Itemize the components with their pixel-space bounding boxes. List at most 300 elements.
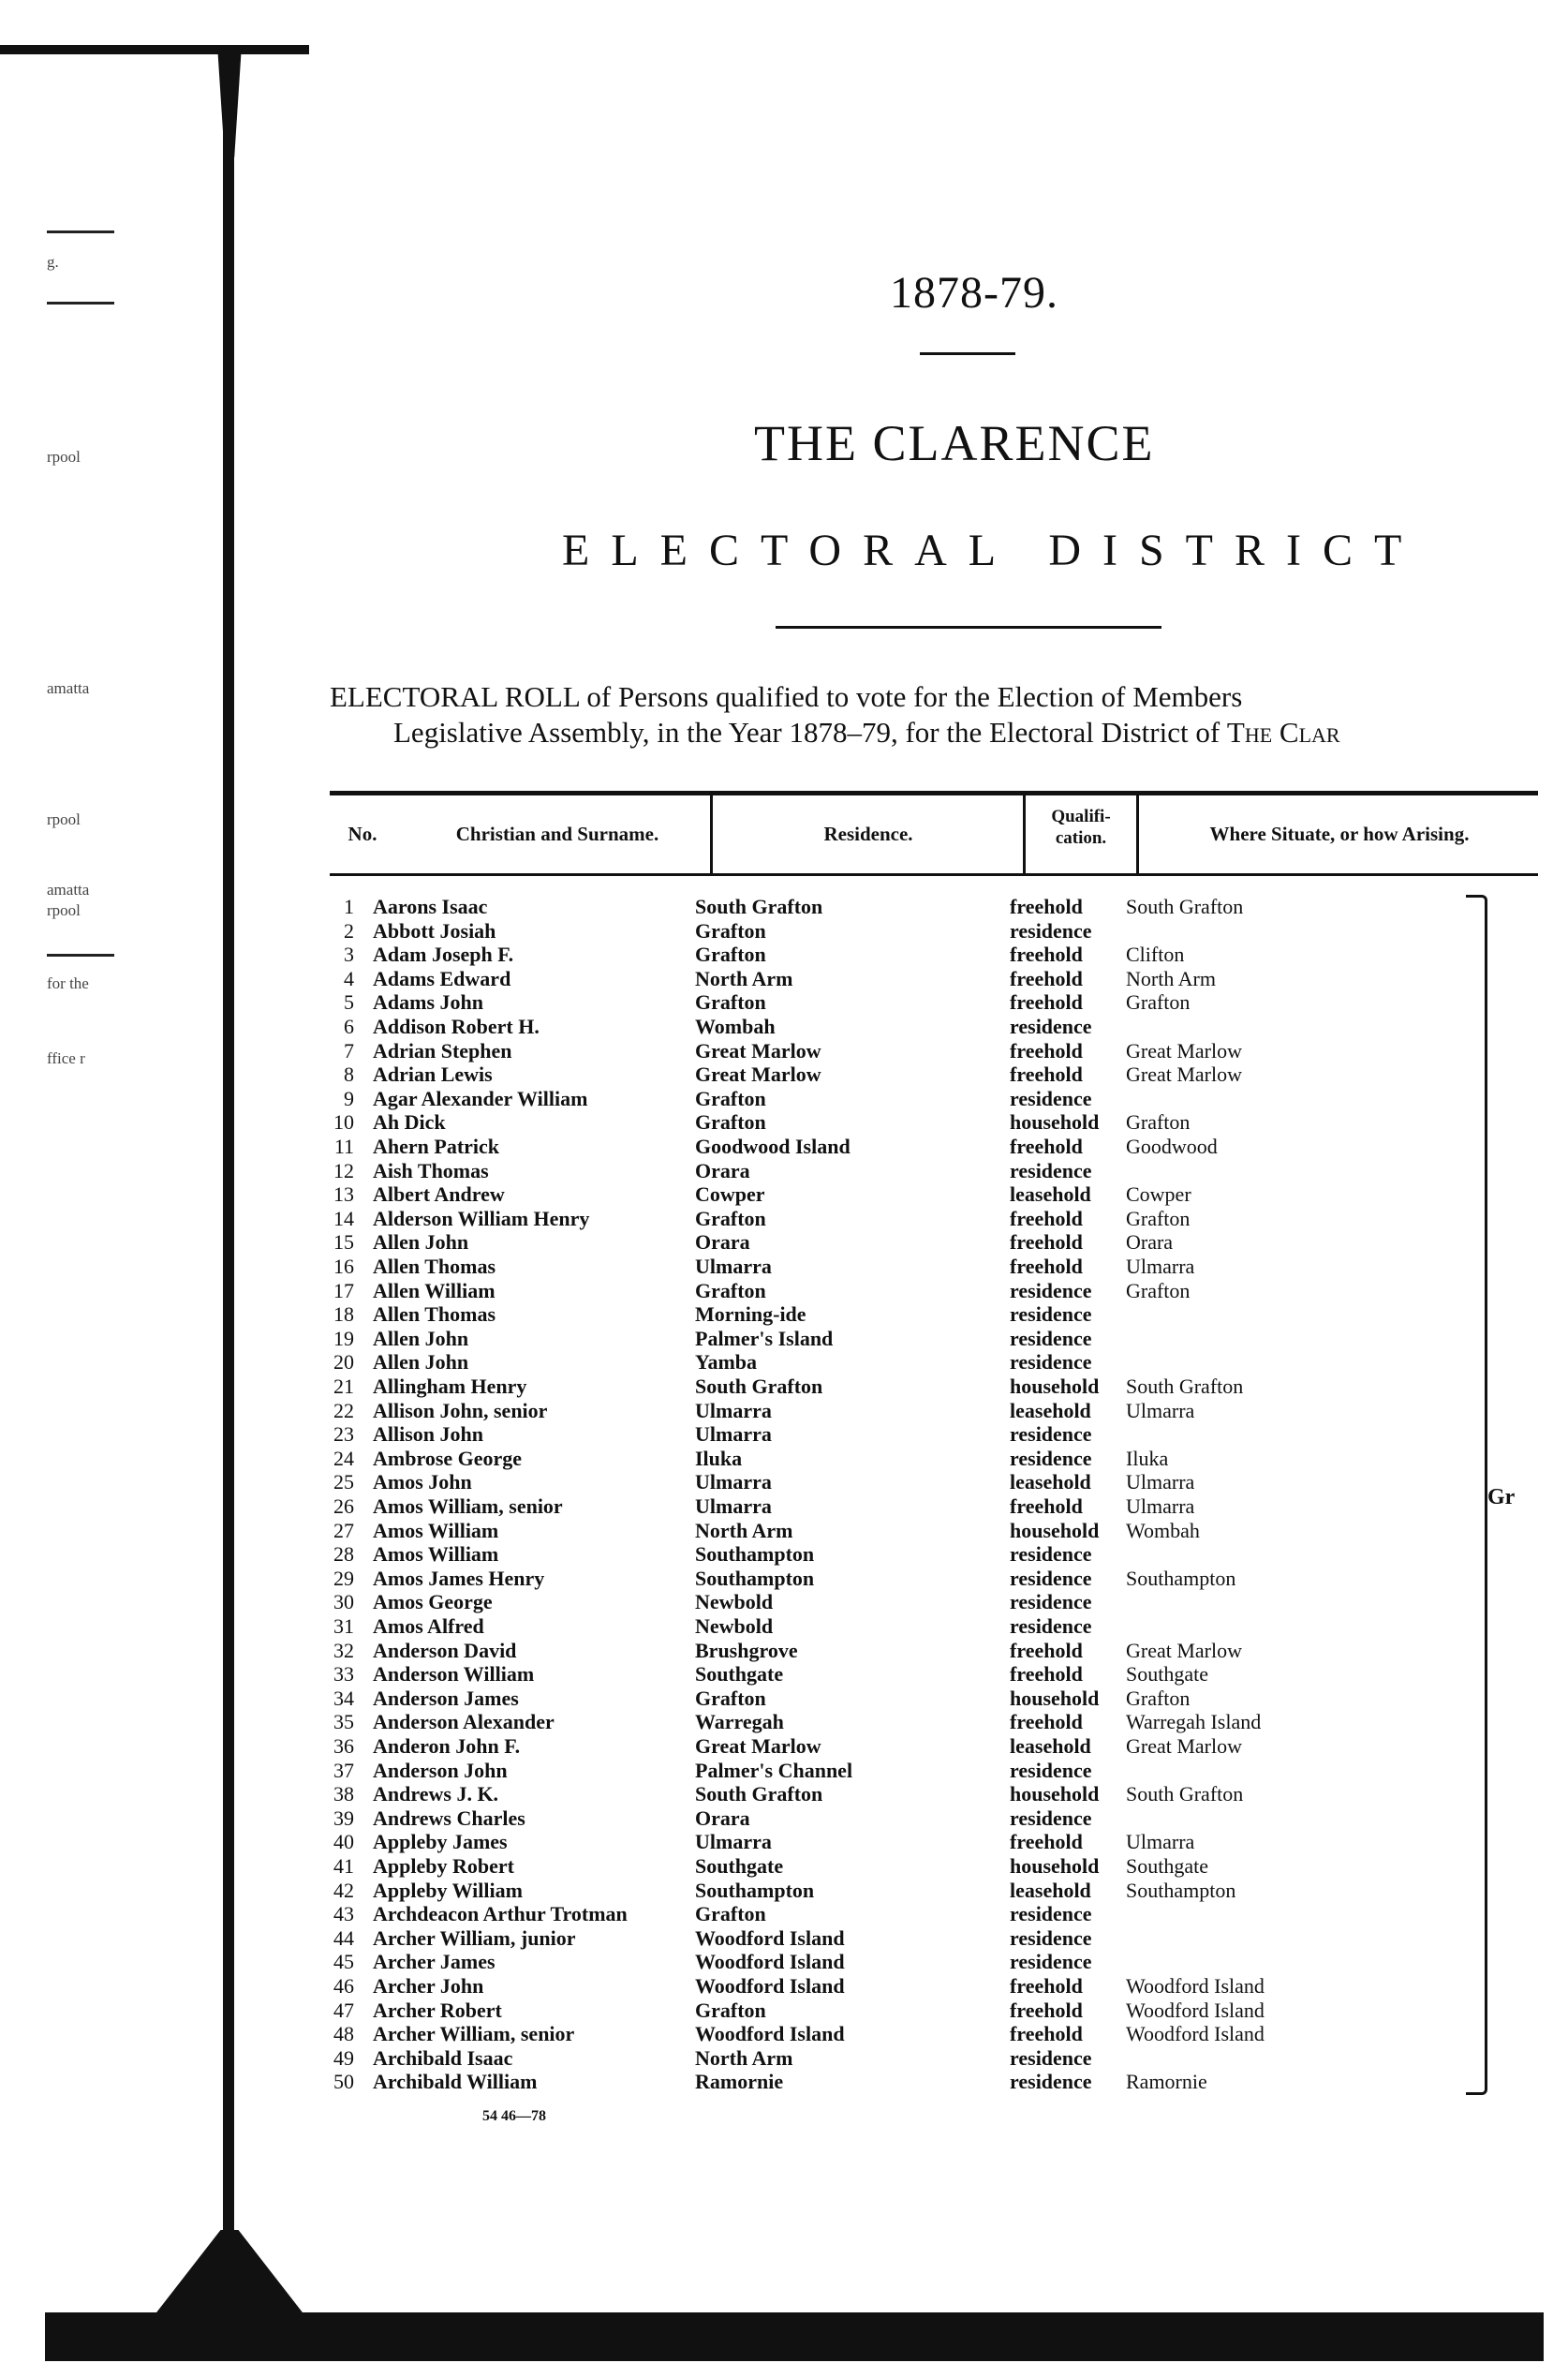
residence: Great Marlow [695, 1063, 821, 1087]
table-row [302, 1734, 1463, 1759]
residence: Ulmarra [695, 1494, 772, 1518]
residence: Grafton [695, 1998, 766, 2022]
entry-number: 42 [333, 1878, 354, 1902]
entry-number: 14 [333, 1206, 354, 1230]
voter-name: Addison Robert H. [373, 1015, 540, 1038]
residence: Palmer's Channel [695, 1758, 853, 1782]
voter-name: Archdeacon Arthur Trotman [373, 1902, 628, 1926]
voter-name: Adams John [373, 990, 483, 1015]
entry-number: 41 [333, 1854, 354, 1878]
voter-name: Allen John [373, 1326, 469, 1350]
voter-name: Andrews J. K. [373, 1782, 499, 1806]
residence: Grafton [695, 943, 766, 967]
residence: Woodford Island [695, 1925, 845, 1950]
where-situate: Ulmarra [1126, 1255, 1195, 1278]
voter-name: Anderon John F. [373, 1734, 521, 1758]
entry-number: 20 [333, 1350, 354, 1375]
entry-number: 10 [333, 1110, 354, 1135]
qualification: residence [1010, 1446, 1092, 1470]
where-situate: Goodwood [1126, 1135, 1218, 1158]
voter-name: Amos John [373, 1470, 472, 1494]
residence: Brushgrove [695, 1638, 798, 1662]
voter-name: Abbott Josiah [373, 918, 496, 943]
table-row [302, 1015, 1463, 1039]
entry-number: 36 [333, 1734, 354, 1758]
where-situate: South Grafton [1126, 895, 1244, 918]
entry-number: 48 [333, 2022, 354, 2046]
table-row [302, 1302, 1463, 1327]
residence: Southgate [695, 1662, 784, 1687]
voter-name: Albert Andrew [373, 1182, 505, 1207]
table-row [302, 1806, 1463, 1831]
voter-name: Allison John [373, 1422, 483, 1447]
entry-number: 17 [333, 1278, 354, 1302]
table-row [302, 1614, 1463, 1639]
table-row [302, 1710, 1463, 1734]
where-situate: Ulmarra [1126, 1494, 1195, 1518]
roll-intro-line-2 [393, 716, 1340, 750]
residence: Grafton [695, 1110, 766, 1135]
residence: Wombah [695, 1015, 776, 1038]
table-row [302, 1135, 1463, 1159]
entry-number: 9 [344, 1086, 354, 1110]
voter-name: Archer James [373, 1950, 496, 1974]
where-situate: Southampton [1126, 1878, 1236, 1902]
voter-name: Adrian Stephen [373, 1038, 512, 1063]
residence: Ulmarra [695, 1422, 772, 1447]
table-row [302, 1207, 1463, 1231]
voter-name: Archer William, senior [373, 2022, 575, 2046]
residence: Southampton [695, 1542, 815, 1567]
bracket-label: Gr [1487, 1485, 1516, 1509]
where-situate: Grafton [1126, 1278, 1191, 1302]
qualification: freehold [1010, 1135, 1083, 1158]
table-row [302, 967, 1463, 991]
table-row [302, 1470, 1463, 1494]
where-situate: Southgate [1126, 1854, 1208, 1878]
voter-name: Allingham Henry [373, 1375, 527, 1398]
bracket [1466, 895, 1487, 2095]
table-row [302, 1255, 1463, 1279]
residence: Grafton [695, 918, 766, 943]
qualification: residence [1010, 1158, 1092, 1182]
residence: Ramornie [695, 2070, 784, 2094]
table-row [302, 1279, 1463, 1303]
qualification: leasehold [1010, 1878, 1091, 1902]
entry-number: 46 [333, 1974, 354, 1998]
table-row [302, 1087, 1463, 1111]
where-situate: Great Marlow [1126, 1734, 1243, 1758]
residence: Orara [695, 1158, 750, 1182]
qualification: residence [1010, 2045, 1092, 2070]
qualification: leasehold [1010, 1734, 1091, 1758]
qualification: freehold [1010, 943, 1083, 967]
voter-name: Ambrose George [373, 1446, 523, 1470]
roll-year: 1878-79. [890, 268, 1058, 318]
where-situate: Southampton [1126, 1566, 1236, 1590]
qualification: household [1010, 1518, 1100, 1542]
entry-number: 31 [333, 1614, 354, 1638]
entry-number: 19 [333, 1326, 354, 1350]
voter-name: Amos William [373, 1518, 499, 1542]
voter-name: Archer John [373, 1974, 484, 1998]
qualification: residence [1010, 1422, 1092, 1447]
table-row [302, 943, 1463, 967]
qualification: leasehold [1010, 1182, 1091, 1207]
prev-page-fragment: rpool [47, 901, 81, 919]
where-situate: Ulmarra [1126, 1398, 1195, 1422]
entry-number: 18 [333, 1302, 354, 1327]
table-row [302, 1662, 1463, 1687]
entry-number: 26 [333, 1494, 354, 1518]
entry-number: 35 [333, 1710, 354, 1734]
table-row [302, 2070, 1463, 2094]
qualification: freehold [1010, 990, 1083, 1015]
district-subtitle: ELECTORAL DISTRICT [562, 526, 1424, 575]
where-situate: Ramornie [1126, 2070, 1207, 2094]
residence: South Grafton [695, 1375, 823, 1398]
table-row [302, 1422, 1463, 1447]
qualification: freehold [1010, 1662, 1083, 1687]
residence: Great Marlow [695, 1734, 821, 1758]
qualification: residence [1010, 918, 1092, 943]
entry-number: 8 [344, 1063, 354, 1087]
entry-number: 7 [344, 1038, 354, 1063]
qualification: freehold [1010, 1038, 1083, 1063]
entry-number: 5 [344, 990, 354, 1015]
table-row [302, 1926, 1463, 1951]
qualification: freehold [1010, 1830, 1083, 1854]
voter-name: Anderson James [373, 1686, 519, 1710]
prev-page-rule [47, 954, 114, 957]
binding-spine [223, 45, 234, 2331]
entry-number: 45 [333, 1950, 354, 1974]
residence: Warregah [695, 1710, 784, 1734]
title-rule [776, 626, 1161, 629]
residence: Grafton [695, 990, 766, 1015]
table-row [302, 1447, 1463, 1471]
qualification: freehold [1010, 1974, 1083, 1998]
residence: South Grafton [695, 895, 823, 918]
voter-name: Appleby Robert [373, 1854, 514, 1878]
qualification: freehold [1010, 1255, 1083, 1278]
where-situate: Great Marlow [1126, 1638, 1243, 1662]
voter-name: Allen William [373, 1278, 496, 1302]
table-row [302, 1759, 1463, 1783]
residence: Orara [695, 1230, 750, 1255]
entry-number: 37 [333, 1758, 354, 1782]
entry-number: 2 [344, 918, 354, 943]
roll-intro-line-1: ELECTORAL ROLL of Persons qualified to vote for the Election of Members [330, 680, 1243, 713]
where-situate: South Grafton [1126, 1782, 1244, 1806]
entry-number: 39 [333, 1806, 354, 1830]
prev-page-fragment: rpool [47, 448, 81, 466]
header-where: Where Situate, or how Arising. [1209, 823, 1470, 845]
entry-number: 30 [333, 1590, 354, 1614]
voter-name: Amos William, senior [373, 1494, 563, 1518]
entry-number: 34 [333, 1686, 354, 1710]
qualification: household [1010, 1854, 1100, 1878]
residence: Iluka [695, 1446, 743, 1470]
residence: Southampton [695, 1566, 815, 1590]
residence: Ulmarra [695, 1398, 772, 1422]
residence: Newbold [695, 1614, 774, 1638]
where-situate: Iluka [1126, 1446, 1169, 1470]
qualification: residence [1010, 1590, 1092, 1614]
entry-number: 1 [344, 895, 354, 918]
table-row [302, 1375, 1463, 1399]
table-row [302, 2022, 1463, 2046]
entry-number: 12 [333, 1158, 354, 1182]
table-row [302, 1159, 1463, 1183]
entry-number: 50 [333, 2070, 354, 2094]
voter-name: Amos James Henry [373, 1566, 545, 1590]
qualification: freehold [1010, 1230, 1083, 1255]
roll-entries [302, 895, 1463, 2103]
print-code: 54 46—78 [482, 2108, 546, 2124]
qualification: residence [1010, 1350, 1092, 1375]
qualification: household [1010, 1686, 1100, 1710]
residence: Grafton [695, 1686, 766, 1710]
table-row [302, 1782, 1463, 1806]
table-row [302, 1110, 1463, 1135]
table-row [302, 1182, 1463, 1207]
residence: Woodford Island [695, 1974, 845, 1998]
table-row [302, 1999, 1463, 2023]
residence: Newbold [695, 1590, 774, 1614]
voter-name: Archer William, junior [373, 1925, 576, 1950]
where-situate: Clifton [1126, 943, 1185, 967]
where-situate: Great Marlow [1126, 1063, 1243, 1087]
table-divider [1136, 795, 1139, 876]
table-row [302, 1494, 1463, 1519]
table-row [302, 990, 1463, 1015]
qualification: freehold [1010, 2022, 1083, 2046]
voter-name: Adams Edward [373, 966, 511, 990]
entry-number: 43 [333, 1902, 354, 1926]
entry-number: 40 [333, 1830, 354, 1854]
table-divider [1023, 795, 1026, 876]
table-row [302, 1902, 1463, 1926]
entry-number: 23 [333, 1422, 354, 1447]
voter-name: Anderson John [373, 1758, 508, 1782]
table-row [302, 1350, 1463, 1375]
qualification: residence [1010, 1902, 1092, 1926]
header-residence: Residence. [823, 823, 913, 845]
entry-number: 11 [333, 1135, 354, 1158]
residence: Ulmarra [695, 1255, 772, 1278]
residence: Ulmarra [695, 1830, 772, 1854]
voter-name: Aish Thomas [373, 1158, 489, 1182]
entry-number: 32 [333, 1638, 354, 1662]
entry-number: 33 [333, 1662, 354, 1687]
residence: Woodford Island [695, 2022, 845, 2046]
table-row [302, 1879, 1463, 1903]
qualification: residence [1010, 2070, 1092, 2094]
qualification: leasehold [1010, 1398, 1091, 1422]
table-row [302, 1063, 1463, 1087]
residence: Ulmarra [695, 1470, 772, 1494]
residence: Grafton [695, 1086, 766, 1110]
intro-text: Legislative Assembly, in the Year 1878–79, for the Electoral District of [393, 716, 1227, 749]
entry-number: 16 [333, 1255, 354, 1278]
where-situate: Warregah Island [1126, 1710, 1262, 1734]
voter-name: Archibald Isaac [373, 2045, 513, 2070]
table-row [302, 919, 1463, 944]
voter-name: Ah Dick [373, 1110, 446, 1135]
where-situate: Grafton [1126, 990, 1191, 1015]
voter-name: Anderson Alexander [373, 1710, 555, 1734]
entry-number: 4 [344, 966, 354, 990]
residence: Southgate [695, 1854, 784, 1878]
where-situate: Grafton [1126, 1686, 1191, 1710]
residence: Orara [695, 1806, 750, 1830]
qualification: residence [1010, 1542, 1092, 1567]
prev-page-fragment: amatta [47, 679, 90, 697]
residence: Cowper [695, 1182, 765, 1207]
table-row [302, 1854, 1463, 1879]
voter-name: Andrews Charles [373, 1806, 525, 1830]
where-situate: Wombah [1126, 1518, 1200, 1542]
qualification: residence [1010, 1086, 1092, 1110]
voter-name: Allen John [373, 1230, 469, 1255]
voter-name: Allen John [373, 1350, 469, 1375]
binding-bottom-bar [45, 2312, 1544, 2361]
entry-number: 3 [344, 943, 354, 967]
qualification: freehold [1010, 966, 1083, 990]
qualification: residence [1010, 1566, 1092, 1590]
voter-name: Adam Joseph F. [373, 943, 514, 967]
prev-page-fragment: g. [47, 253, 59, 271]
voter-name: Amos Alfred [373, 1614, 484, 1638]
prev-page-rule [47, 230, 114, 233]
qualification: household [1010, 1782, 1100, 1806]
prev-page-fragment: ffice r [47, 1049, 85, 1067]
qualification: freehold [1010, 1063, 1083, 1087]
table-row [302, 1590, 1463, 1614]
qualification: residence [1010, 1015, 1092, 1038]
header-name: Christian and Surname. [455, 823, 659, 845]
district-title: THE CLARENCE [754, 415, 1155, 471]
qualification: freehold [1010, 1998, 1083, 2022]
residence: Goodwood Island [695, 1135, 851, 1158]
entry-number: 28 [333, 1542, 354, 1567]
where-situate: Grafton [1126, 1206, 1191, 1230]
where-situate: Orara [1126, 1230, 1174, 1255]
entry-number: 27 [333, 1518, 354, 1542]
table-row [302, 1230, 1463, 1255]
qualification: residence [1010, 1302, 1092, 1327]
voter-name: Aarons Isaac [373, 895, 488, 918]
residence: Grafton [695, 1206, 766, 1230]
residence: Morning-ide [695, 1302, 806, 1327]
qualification: household [1010, 1110, 1100, 1135]
entry-number: 15 [333, 1230, 354, 1255]
where-situate: Southgate [1126, 1662, 1208, 1687]
prev-page-rule [47, 302, 114, 305]
table-top-rule [330, 791, 1538, 795]
voter-name: Allison John, senior [373, 1398, 548, 1422]
where-situate: Ulmarra [1126, 1830, 1195, 1854]
year-rule [920, 352, 1015, 355]
entry-number: 49 [333, 2045, 354, 2070]
voter-name: Agar Alexander William [373, 1086, 588, 1110]
qualification: residence [1010, 1925, 1092, 1950]
residence: North Arm [695, 1518, 793, 1542]
header-no: No. [348, 823, 377, 845]
entry-number: 22 [333, 1398, 354, 1422]
table-row [302, 1950, 1463, 1974]
entry-number: 38 [333, 1782, 354, 1806]
residence: Woodford Island [695, 1950, 845, 1974]
entry-number: 44 [333, 1925, 354, 1950]
residence: Great Marlow [695, 1038, 821, 1063]
qualification: freehold [1010, 1710, 1083, 1734]
table-row [302, 1567, 1463, 1591]
voter-name: Appleby William [373, 1878, 523, 1902]
voter-name: Allen Thomas [373, 1255, 496, 1278]
voter-name: Allen Thomas [373, 1302, 496, 1327]
qualification: residence [1010, 1950, 1092, 1974]
voter-name: Adrian Lewis [373, 1063, 493, 1087]
residence: Southampton [695, 1878, 815, 1902]
where-situate: North Arm [1126, 966, 1216, 990]
qualification: residence [1010, 1758, 1092, 1782]
binding-top-bar [0, 45, 309, 54]
table-row [302, 1399, 1463, 1423]
entry-number: 47 [333, 1998, 354, 2022]
qualification: residence [1010, 1326, 1092, 1350]
residence: North Arm [695, 2045, 793, 2070]
voter-name: Appleby James [373, 1830, 508, 1854]
voter-name: Amos William [373, 1542, 499, 1567]
table-row [302, 1830, 1463, 1854]
entry-number: 25 [333, 1470, 354, 1494]
voter-name: Alderson William Henry [373, 1206, 590, 1230]
entry-number: 29 [333, 1566, 354, 1590]
table-row [302, 1687, 1463, 1711]
where-situate: Grafton [1126, 1110, 1191, 1135]
prev-page-fragment: rpool [47, 810, 81, 828]
table-row [302, 2046, 1463, 2071]
table-row [302, 1039, 1463, 1063]
qualification: residence [1010, 1278, 1092, 1302]
entry-number: 24 [333, 1446, 354, 1470]
qualification: residence [1010, 1614, 1092, 1638]
table-header-rule [330, 873, 1538, 876]
table-row [302, 1542, 1463, 1567]
qualification: freehold [1010, 1638, 1083, 1662]
prev-page-fragment: for the [47, 974, 89, 992]
where-situate: South Grafton [1126, 1375, 1244, 1398]
qualification: leasehold [1010, 1470, 1091, 1494]
residence: North Arm [695, 966, 793, 990]
entry-number: 6 [344, 1015, 354, 1038]
voter-name: Amos George [373, 1590, 493, 1614]
voter-name: Anderson David [373, 1638, 517, 1662]
entry-number: 21 [333, 1375, 354, 1398]
table-row [302, 1974, 1463, 1999]
qualification: residence [1010, 1806, 1092, 1830]
residence: Grafton [695, 1278, 766, 1302]
voter-name: Archibald William [373, 2070, 538, 2094]
where-situate: Cowper [1126, 1182, 1191, 1207]
voter-name: Ahern Patrick [373, 1135, 500, 1158]
qualification: freehold [1010, 895, 1083, 918]
voter-name: Anderson William [373, 1662, 535, 1687]
where-situate: Great Marlow [1126, 1038, 1243, 1063]
table-row [302, 895, 1463, 919]
